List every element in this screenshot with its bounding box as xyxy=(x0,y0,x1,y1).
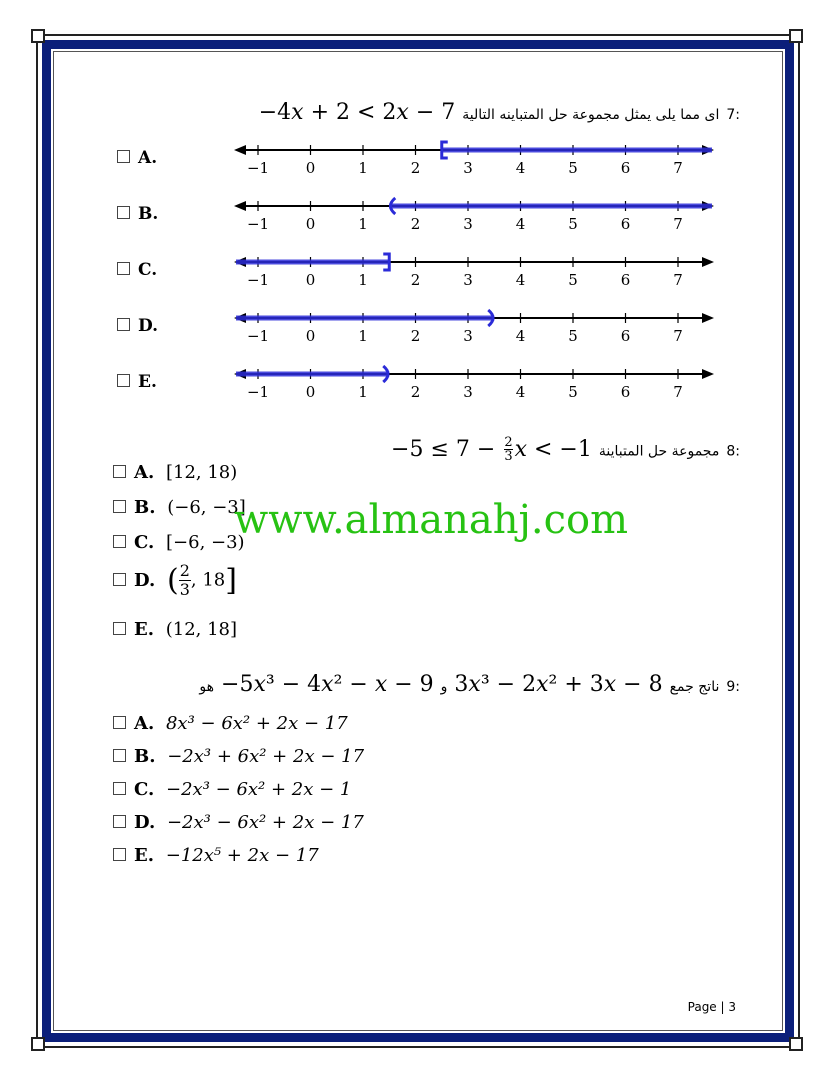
checkbox[interactable] xyxy=(113,465,126,478)
tick-label: 3 xyxy=(463,215,473,233)
tick-label: −1 xyxy=(246,215,270,233)
tick-label: 3 xyxy=(463,383,473,401)
tick-label: 2 xyxy=(410,215,421,233)
q8-option-d[interactable]: D. ( $\frac{2}{3}$ , 18] xyxy=(113,562,237,599)
open-paren: ( xyxy=(166,563,179,598)
tick-label: 5 xyxy=(568,159,578,177)
tick-label: −1 xyxy=(246,271,270,289)
tick-label: 1 xyxy=(358,271,368,289)
tick-label: 3 xyxy=(463,327,473,345)
question-text: مجموعة حل المتباينة xyxy=(598,443,720,460)
tick-label: 4 xyxy=(515,383,526,401)
number-line xyxy=(232,250,722,294)
question-7 xyxy=(100,100,740,136)
tick-label: 5 xyxy=(568,271,578,289)
number-line xyxy=(232,138,722,182)
tick-label: 7 xyxy=(673,271,683,289)
question-number: :9 xyxy=(726,679,740,695)
option-value: −2x³ + 6x² + 2x − 17 xyxy=(167,746,365,767)
checkbox[interactable] xyxy=(117,318,130,331)
tick-label: 0 xyxy=(305,159,316,177)
question-suffix: هو xyxy=(199,679,215,695)
q7-option-b[interactable]: B. xyxy=(117,204,158,224)
q8-option-e[interactable]: E. (12, 18] xyxy=(113,619,237,640)
tick-label: 4 xyxy=(515,271,526,289)
q7-option-e[interactable]: E. xyxy=(117,372,157,392)
tick-label: 6 xyxy=(620,327,631,345)
tick-label: 6 xyxy=(620,215,631,233)
tick-label: 5 xyxy=(568,215,578,233)
q7-option-d[interactable]: D. xyxy=(117,316,158,336)
page-number: Page | 3 xyxy=(687,1000,736,1014)
option-value: −12x⁵ + 2x − 17 xyxy=(165,845,319,866)
arrow-left-icon xyxy=(234,145,246,155)
tick-label: 6 xyxy=(620,383,631,401)
option-value: (12, 18] xyxy=(165,619,238,640)
polynomial-1: 3x³ − 2x² + 3x − 8 xyxy=(454,672,663,697)
checkbox[interactable] xyxy=(113,535,126,548)
arrow-right-icon xyxy=(702,369,714,379)
tick-label: 2 xyxy=(410,271,421,289)
number-line xyxy=(232,306,722,350)
option-value: [−6, −3) xyxy=(166,532,245,553)
arrow-right-icon xyxy=(702,257,714,267)
tick-label: 7 xyxy=(673,383,683,401)
checkbox[interactable] xyxy=(113,782,126,795)
tick-label: 1 xyxy=(358,327,368,345)
tick-label: 5 xyxy=(568,383,578,401)
tick-label: 3 xyxy=(463,159,473,177)
tick-label: 2 xyxy=(410,383,421,401)
close-bracket: ] xyxy=(225,563,237,598)
tick-label: −1 xyxy=(246,159,270,177)
question-text: اى مما يلى يمثل مجموعة حل المتباينه التالية xyxy=(462,107,720,123)
option-value: −2x³ − 6x² + 2x − 1 xyxy=(166,779,352,800)
q9-option-e[interactable]: E. −12x⁵ + 2x − 17 xyxy=(113,845,319,866)
tick-label: 2 xyxy=(410,159,421,177)
tick-label: −1 xyxy=(246,383,270,401)
tick-label: 5 xyxy=(568,327,578,345)
tick-label: 4 xyxy=(515,159,526,177)
checkbox[interactable] xyxy=(117,206,130,219)
question-number: :7 xyxy=(726,107,740,123)
option-value: 8x³ − 6x² + 2x − 17 xyxy=(165,713,348,734)
tick-label: 4 xyxy=(515,215,526,233)
conjunction: و xyxy=(440,679,448,695)
tick-label: 1 xyxy=(358,215,368,233)
fraction: $\frac{2}{3}$ xyxy=(179,561,190,599)
question-9 xyxy=(100,672,740,708)
q9-option-b[interactable]: B. −2x³ + 6x² + 2x − 17 xyxy=(113,746,364,767)
checkbox[interactable] xyxy=(113,716,126,729)
tick-label: 2 xyxy=(410,327,421,345)
option-value: [12, 18) xyxy=(165,462,238,483)
tick-label: 1 xyxy=(358,159,368,177)
option-value: , 18 xyxy=(190,569,226,591)
corner-ornament xyxy=(789,1037,803,1051)
q7-option-a[interactable]: A. xyxy=(117,148,157,168)
checkbox[interactable] xyxy=(113,573,126,586)
corner-ornament xyxy=(31,1037,45,1051)
q9-option-d[interactable]: D. −2x³ − 6x² + 2x − 17 xyxy=(113,812,364,833)
arrow-right-icon xyxy=(702,313,714,323)
checkbox[interactable] xyxy=(113,622,126,635)
checkbox[interactable] xyxy=(113,848,126,861)
checkbox[interactable] xyxy=(113,815,126,828)
number-line xyxy=(232,362,722,406)
inequality: −4x + 2 < 2x − 7 xyxy=(258,100,456,125)
option-value: −2x³ − 6x² + 2x − 17 xyxy=(166,812,364,833)
tick-label: 0 xyxy=(305,215,316,233)
number-line xyxy=(232,194,722,238)
tick-label: 0 xyxy=(305,327,316,345)
tick-label: −1 xyxy=(246,327,270,345)
option-value: (−6, −3] xyxy=(167,497,246,518)
q8-option-c[interactable]: C. [−6, −3) xyxy=(113,532,245,553)
tick-label: 3 xyxy=(463,271,473,289)
q9-option-c[interactable]: C. −2x³ − 6x² + 2x − 1 xyxy=(113,779,351,800)
checkbox[interactable] xyxy=(113,500,126,513)
q7-option-c[interactable]: C. xyxy=(117,260,157,280)
checkbox[interactable] xyxy=(117,150,130,163)
q8-option-b[interactable]: B. (−6, −3] xyxy=(113,497,246,518)
q8-option-a[interactable]: A. [12, 18) xyxy=(113,462,237,483)
tick-label: 0 xyxy=(305,383,316,401)
tick-label: 6 xyxy=(620,159,631,177)
tick-label: 4 xyxy=(515,327,526,345)
tick-label: 1 xyxy=(358,383,368,401)
polynomial-2: −5x³ − 4x² − x − 9 xyxy=(221,672,434,697)
checkbox[interactable] xyxy=(113,749,126,762)
inequality: −5 ≤ 7 − $\frac{2}{3}$ x < −1 xyxy=(391,435,592,464)
tick-label: 7 xyxy=(673,215,683,233)
tick-label: 0 xyxy=(305,271,316,289)
corner-ornament xyxy=(31,29,45,43)
watermark: www.almanahj.com xyxy=(234,497,629,543)
question-text: ناتج جمع xyxy=(669,679,720,695)
arrow-left-icon xyxy=(234,201,246,211)
checkbox[interactable] xyxy=(117,374,130,387)
tick-label: 7 xyxy=(673,159,683,177)
tick-label: 7 xyxy=(673,327,683,345)
question-number: :8 xyxy=(726,443,740,460)
checkbox[interactable] xyxy=(117,262,130,275)
corner-ornament xyxy=(789,29,803,43)
q9-option-a[interactable]: A. 8x³ − 6x² + 2x − 17 xyxy=(113,713,348,734)
tick-label: 6 xyxy=(620,271,631,289)
